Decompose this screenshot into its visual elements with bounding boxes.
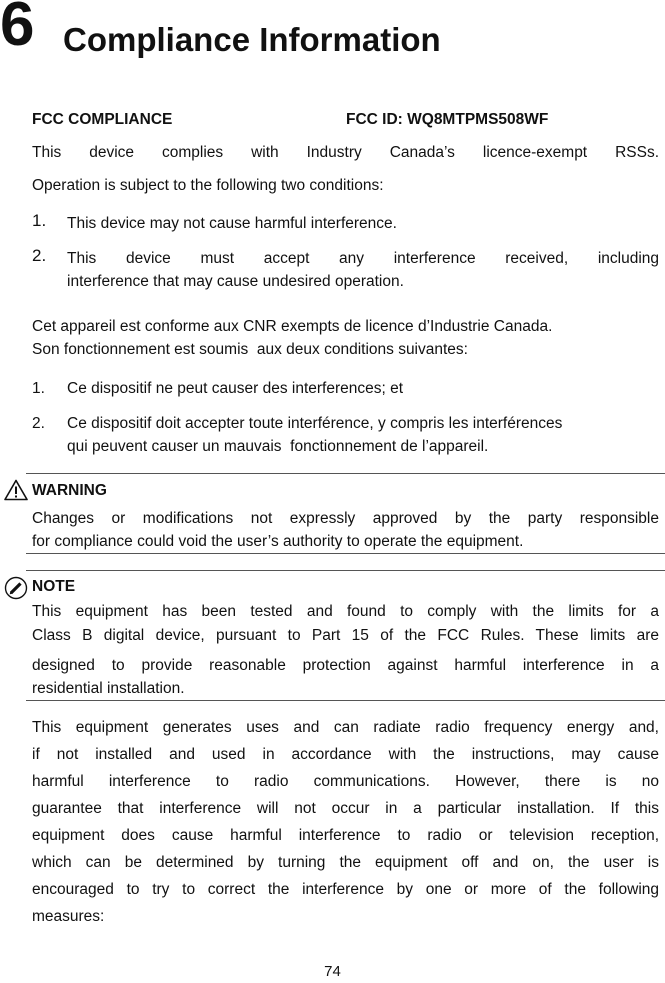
- chapter-title: Compliance Information: [63, 21, 441, 58]
- note-title: NOTE: [32, 578, 76, 595]
- fcc-compliance-label: FCC COMPLIANCE: [32, 111, 173, 128]
- body-text-line: if not installed and used in accordance with the instructions, may cause: [32, 746, 659, 763]
- warning-title: WARNING: [32, 482, 107, 499]
- note-text-line: This equipment has been tested and found to comply with the limits for a: [32, 603, 659, 620]
- warning-text-line2: for compliance could void the user’s authority to operate the equipment.: [32, 533, 524, 550]
- pencil-icon: [4, 576, 28, 600]
- french-line1: Cet appareil est conforme aux CNR exempts de licence d’Industrie Canada.: [32, 318, 553, 335]
- condition-text-line2: interference that may cause undesired operation.: [67, 273, 404, 290]
- french-line2: Son fonctionnement est soumis aux deux conditions suivantes:: [32, 341, 468, 358]
- body-text-line: measures:: [32, 908, 105, 925]
- condition-text-line1: This device must accept any interference received, including: [67, 250, 659, 267]
- condition-number: 2.: [32, 246, 47, 265]
- french-condition-text-line1: Ce dispositif doit accepter toute interférence, y compris les interférences: [67, 415, 563, 432]
- warning-text-line1: Changes or modifications not expressly approved by the party responsible: [32, 510, 659, 527]
- chapter-number: 6: [0, 0, 35, 59]
- french-condition-text-line2: qui peuvent causer un mauvais fonctionnement de l’appareil.: [67, 438, 489, 455]
- body-text-line: which can be determined by turning the equipment off and on, the user is: [32, 854, 659, 871]
- body-text-line: harmful interference to radio communications. However, there is no: [32, 773, 659, 790]
- fcc-id-label: FCC ID: WQ8MTPMS508WF: [346, 111, 549, 128]
- body-text-line: equipment does cause harmful interference to radio or television reception,: [32, 827, 659, 844]
- french-condition-number: 1.: [32, 380, 45, 397]
- fcc-intro-line2: Operation is subject to the following two conditions:: [32, 177, 384, 194]
- page-number: 74: [324, 963, 341, 980]
- note-top-rule: [26, 570, 665, 571]
- warning-top-rule: [26, 473, 665, 474]
- body-text-line: This equipment generates uses and can radiate radio frequency energy and,: [32, 719, 659, 736]
- condition-number: 1.: [32, 211, 47, 230]
- note-text-line: designed to provide reasonable protection against harmful interference in a: [32, 657, 659, 674]
- note-bottom-rule: [26, 700, 665, 701]
- note-text-line: Class B digital device, pursuant to Part 15 of the FCC Rules. These limits are: [32, 627, 659, 644]
- condition-text: This device may not cause harmful interference.: [67, 215, 397, 232]
- warning-icon: [4, 479, 28, 501]
- fcc-intro-line1: This device complies with Industry Canada’s licence-exempt RSSs.: [32, 144, 659, 161]
- french-condition-text: Ce dispositif ne peut causer des interferences; et: [67, 380, 404, 397]
- warning-bottom-rule: [26, 553, 665, 554]
- note-text-line: residential installation.: [32, 680, 185, 697]
- body-text-line: encouraged to try to correct the interference by one or more of the following: [32, 881, 659, 898]
- french-condition-number: 2.: [32, 415, 45, 432]
- body-text-line: guarantee that interference will not occur in a particular installation. If this: [32, 800, 659, 817]
